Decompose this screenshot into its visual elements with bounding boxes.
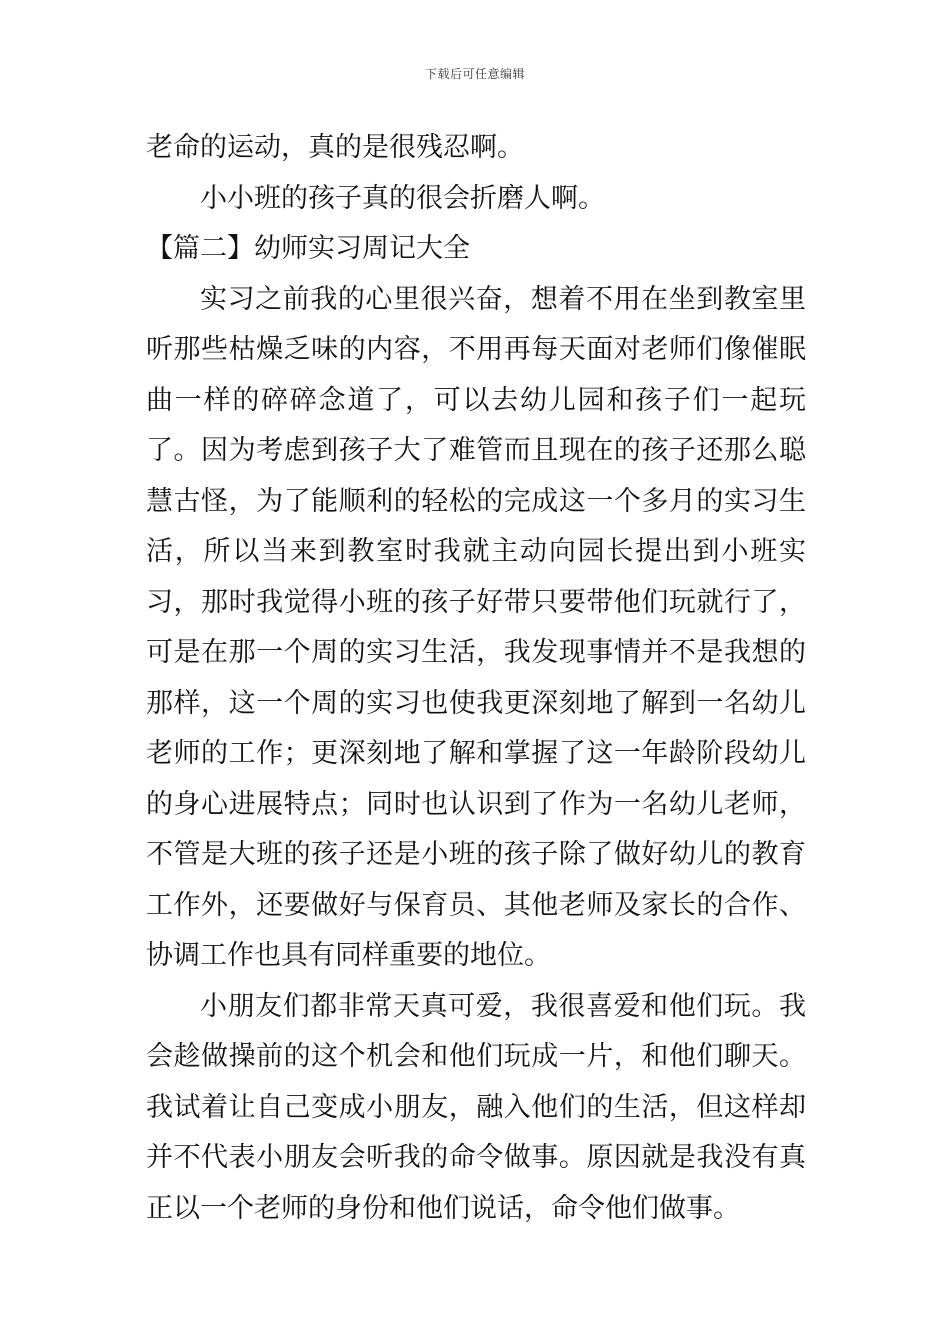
paragraph-1: 老命的运动，真的是很残忍啊。 <box>146 132 524 163</box>
paragraph-4: 小朋友们都非常天真可爱，我很喜爱和他们玩。我会趁做操前的这个机会和他们玩成一片，和他们聊天。我试着让自己变成小朋友，融入他们的生活，但这样却并不代表小朋友会听我的命令做事。原因就是我没有真正以一个老师的身份和他们说话，命令他们做事。 <box>146 990 806 1224</box>
paragraph-2: 小小班的孩子真的很会折磨人啊。 <box>200 182 605 214</box>
section-heading: 【篇二】幼师实习周记大全 <box>146 233 470 264</box>
document-body <box>146 123 806 1234</box>
header-note: 下载后可任意编辑 <box>424 67 525 81</box>
paragraph-3: 实习之前我的心里很兴奋，想着不用在坐到教室里听那些枯燥乏味的内容，不用再每天面对老师们像催眠曲一样的碎碎念道了，可以去幼儿园和孩子们一起玩了。因为考虑到孩子大了难管而且现在的孩子还那么聪慧古怪，为了能顺利的轻松的完成这一个多月的实习生活，所以当来到教室时我就主动向园长提出到小班实习，那时我觉得小班的孩子好带只要带他们玩就行了，可是在那一个周的实习生活，我发现事情并不是我想的那样，这一个周的实习也使我更深刻地了解到一名幼儿老师的工作；更深刻地了解和掌握了这一年龄阶段幼儿的身心进展特点；同时也认识到了作为一名幼儿老师，不管是大班的孩子还是小班的孩子除了做好幼儿的教育工作外，还要做好与保育员、其他老师及家长的合作、协调工作也具有同样重要的地位。 <box>146 283 806 971</box>
